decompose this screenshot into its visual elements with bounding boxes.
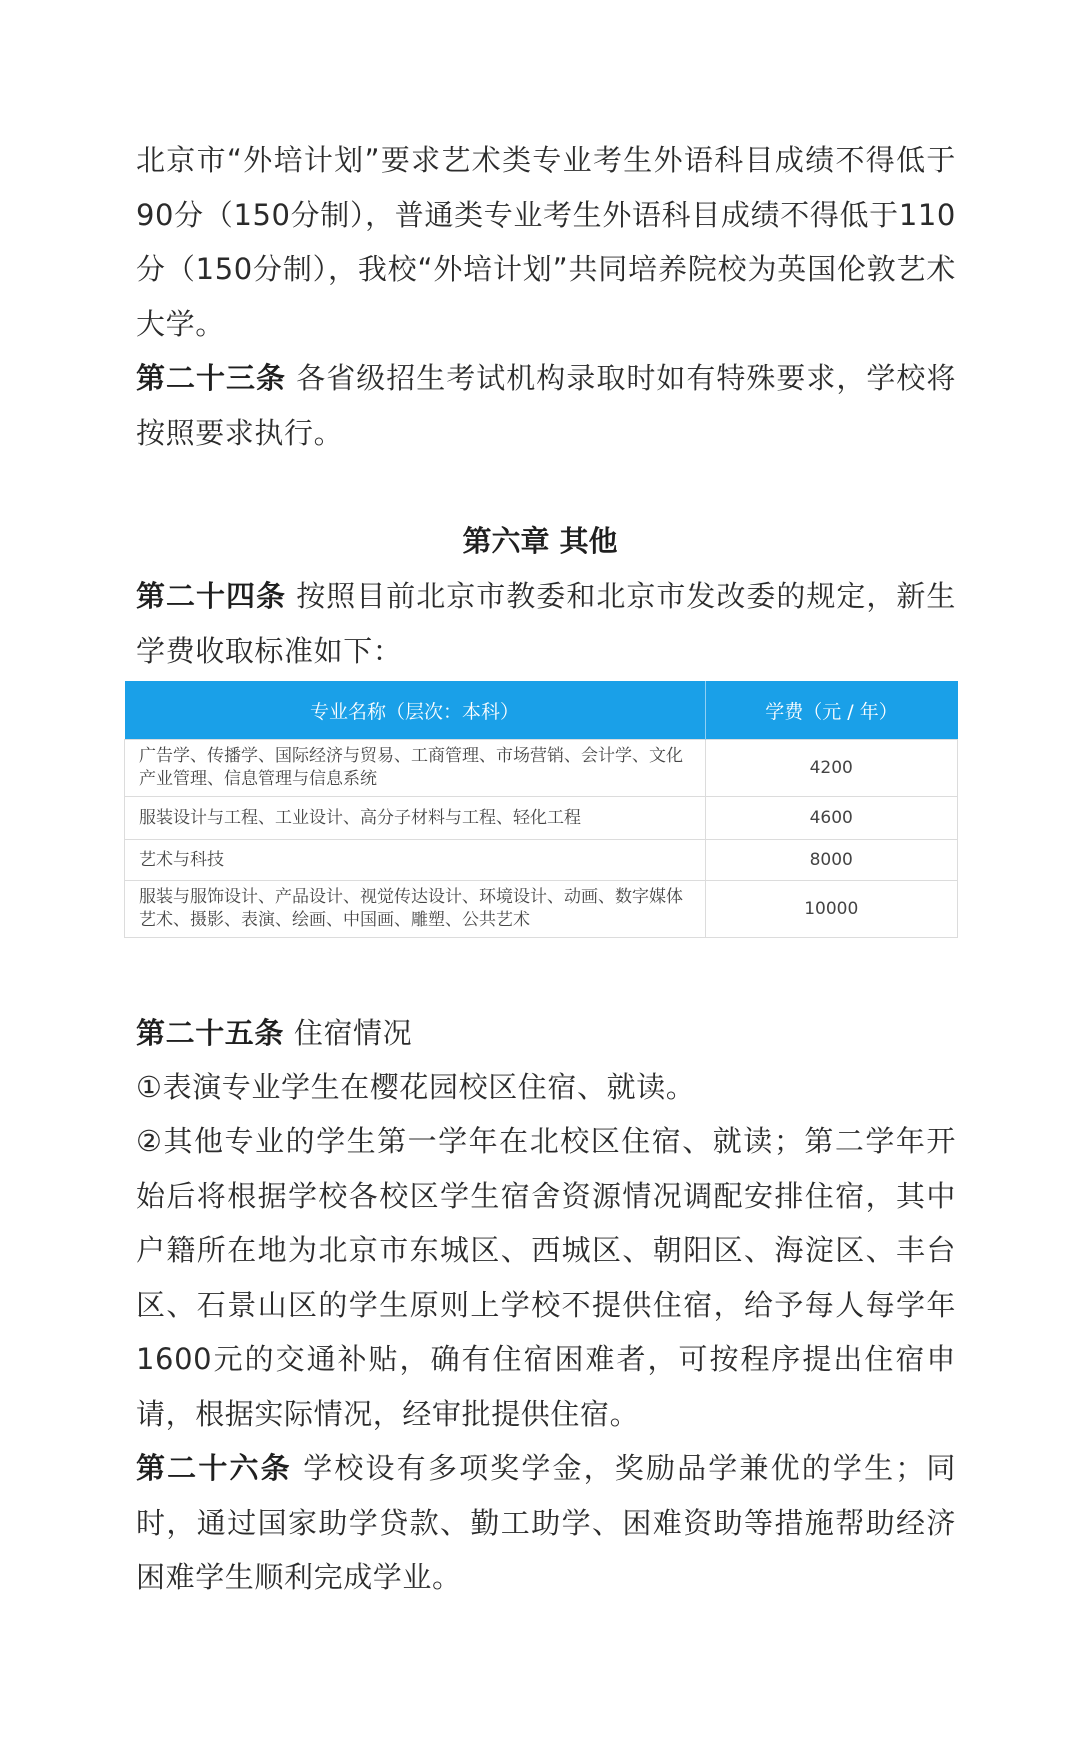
article-24	[136, 569, 956, 678]
article-24-text: 按照目前北京市教委和北京市发改委的规定，新生学费收取标准如下：	[136, 579, 956, 668]
article-25	[136, 1006, 956, 1061]
article-24-title: 第二十四条	[136, 579, 287, 613]
article-23-title: 第二十三条	[136, 361, 287, 395]
header-fee: 学费（元 / 年）	[705, 681, 958, 740]
major-cell: 广告学、传播学、国际经济与贸易、工商管理、市场营销、会计学、文化产业管理、信息管理与信息系统	[125, 740, 706, 797]
major-cell: 服装设计与工程、工业设计、高分子材料与工程、轻化工程	[125, 797, 706, 840]
tuition-table	[124, 681, 958, 938]
header-major: 专业名称（层次：本科）	[125, 681, 706, 740]
table-row	[125, 740, 958, 797]
article-26-text: 学校设有多项奖学金，奖励品学兼优的学生；同时，通过国家助学贷款、勤工助学、困难资助等措施帮助经济困难学生顺利完成学业。	[136, 1451, 956, 1594]
paragraph-foreign-training-plan: 北京市“外培计划”要求艺术类专业考生外语科目成绩不得低于90分（150分制），普通类专业考生外语科目成绩不得低于110分（150分制），我校“外培计划”共同培养院校为英国伦敦艺术大学。	[136, 143, 956, 341]
article-26-title: 第二十六条	[136, 1451, 292, 1485]
table-header-row	[125, 681, 958, 740]
article-26	[136, 1441, 956, 1605]
table-row	[125, 881, 958, 938]
fee-cell: 4600	[705, 797, 958, 840]
fee-cell: 10000	[705, 881, 958, 938]
major-cell: 服装与服饰设计、产品设计、视觉传达设计、环境设计、动画、数字媒体艺术、摄影、表演、绘画、中国画、雕塑、公共艺术	[125, 881, 706, 938]
major-cell: 艺术与科技	[125, 840, 706, 881]
article-25-text: 住宿情况	[293, 1016, 413, 1050]
article-25-item-2: ②其他专业的学生第一学年在北校区住宿、就读；第二学年开始后将根据学校各校区学生宿舍资源情况调配安排住宿，其中户籍所在地为北京市东城区、西城区、朝阳区、海淀区、丰台区、石景山区的学生原则上学校不提供住宿，给予每人每学年1600元的交通补贴，确有住宿困难者，可按程序提出住宿申请，根据实际情况，经审批提供住宿。	[136, 1124, 956, 1431]
article-23	[136, 351, 956, 460]
article-25-title: 第二十五条	[136, 1016, 285, 1050]
article-23-text: 各省级招生考试机构录取时如有特殊要求，学校将按照要求执行。	[136, 361, 956, 450]
article-25-item-1: ①表演专业学生在樱花园校区住宿、就读。	[136, 1070, 696, 1104]
table-row	[125, 797, 958, 840]
table-row	[125, 840, 958, 881]
fee-cell: 8000	[705, 840, 958, 881]
fee-cell: 4200	[705, 740, 958, 797]
chapter-title: 第六章 其他	[462, 524, 618, 558]
